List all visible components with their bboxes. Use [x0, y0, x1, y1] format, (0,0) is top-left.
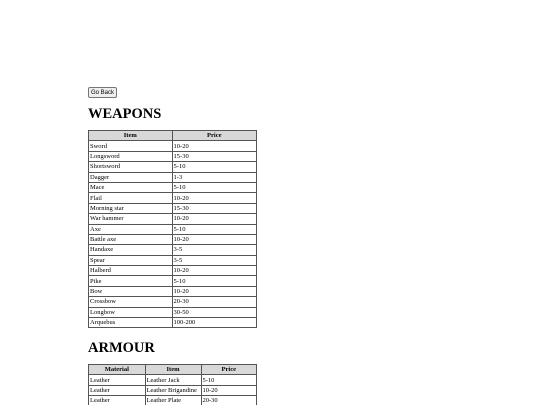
weapons-table — [88, 130, 257, 328]
item-cell: Longbow — [89, 307, 173, 317]
table-row — [89, 286, 257, 296]
item-cell: Handaxe — [89, 245, 173, 255]
table-row — [89, 141, 257, 151]
price-cell: 5-10 — [172, 182, 256, 192]
item-cell: Spear — [89, 255, 173, 265]
price-cell: 10-20 — [172, 214, 256, 224]
price-cell: 5-10 — [172, 276, 256, 286]
table-row — [89, 255, 257, 265]
price-cell: 10-20 — [172, 193, 256, 203]
price-cell: 5-10 — [172, 162, 256, 172]
price-cell: 30-50 — [172, 307, 256, 317]
item-cell: Arquebus — [89, 318, 173, 328]
table-row — [89, 307, 257, 317]
item-cell: Crossbow — [89, 297, 173, 307]
item-cell: Battle axe — [89, 234, 173, 244]
price-cell: 10-20 — [201, 385, 256, 395]
table-row — [89, 162, 257, 172]
item-cell: Leather Jack — [145, 375, 201, 385]
price-cell: 10-20 — [172, 266, 256, 276]
price-cell: 15-30 — [172, 203, 256, 213]
item-cell: Longsword — [89, 151, 173, 161]
column-header-item: Item — [145, 365, 201, 375]
price-cell: 20-30 — [201, 396, 256, 405]
table-row — [89, 245, 257, 255]
price-cell: 3-5 — [172, 245, 256, 255]
armour-table-body — [89, 375, 257, 405]
item-cell: Flail — [89, 193, 173, 203]
table-row — [89, 318, 257, 328]
column-header-material: Material — [89, 365, 146, 375]
column-header-price: Price — [172, 131, 256, 141]
item-cell: Mace — [89, 182, 173, 192]
price-cell: 5-10 — [201, 375, 256, 385]
table-row — [89, 375, 257, 385]
weapons-table-body — [89, 141, 257, 328]
table-row — [89, 151, 257, 161]
weapons-heading: WEAPONS — [88, 106, 162, 122]
table-row — [89, 276, 257, 286]
item-cell: War hammer — [89, 214, 173, 224]
item-cell: Axe — [89, 224, 173, 234]
table-row — [89, 193, 257, 203]
table-row — [89, 396, 257, 405]
item-cell: Sword — [89, 141, 173, 151]
price-cell: 10-20 — [172, 141, 256, 151]
column-header-price: Price — [201, 365, 256, 375]
item-cell: Morning star — [89, 203, 173, 213]
table-row — [89, 385, 257, 395]
armour-heading: ARMOUR — [88, 340, 155, 356]
price-cell: 20-30 — [172, 297, 256, 307]
table-header-row — [89, 131, 257, 141]
price-cell: 100-200 — [172, 318, 256, 328]
item-cell: Pike — [89, 276, 173, 286]
price-cell: 10-20 — [172, 234, 256, 244]
table-row — [89, 297, 257, 307]
material-cell: Leather — [89, 375, 146, 385]
table-row — [89, 266, 257, 276]
price-cell: 15-30 — [172, 151, 256, 161]
price-cell: 5-10 — [172, 224, 256, 234]
item-cell: Halberd — [89, 266, 173, 276]
item-cell: Shortsword — [89, 162, 173, 172]
item-cell: Bow — [89, 286, 173, 296]
material-cell: Leather — [89, 396, 146, 405]
armour-table — [88, 364, 257, 405]
item-cell: Leather Plate — [145, 396, 201, 405]
material-cell: Leather — [89, 385, 146, 395]
price-cell: 10-20 — [172, 286, 256, 296]
table-row — [89, 234, 257, 244]
table-row — [89, 203, 257, 213]
table-header-row — [89, 365, 257, 375]
column-header-item: Item — [89, 131, 173, 141]
table-row — [89, 224, 257, 234]
table-row — [89, 182, 257, 192]
price-cell: 1-3 — [172, 172, 256, 182]
go-back-button[interactable]: Go Back — [88, 87, 117, 98]
table-row — [89, 214, 257, 224]
price-cell: 3-5 — [172, 255, 256, 265]
item-cell: Leather Brigandine — [145, 385, 201, 395]
table-row — [89, 172, 257, 182]
item-cell: Dagger — [89, 172, 173, 182]
